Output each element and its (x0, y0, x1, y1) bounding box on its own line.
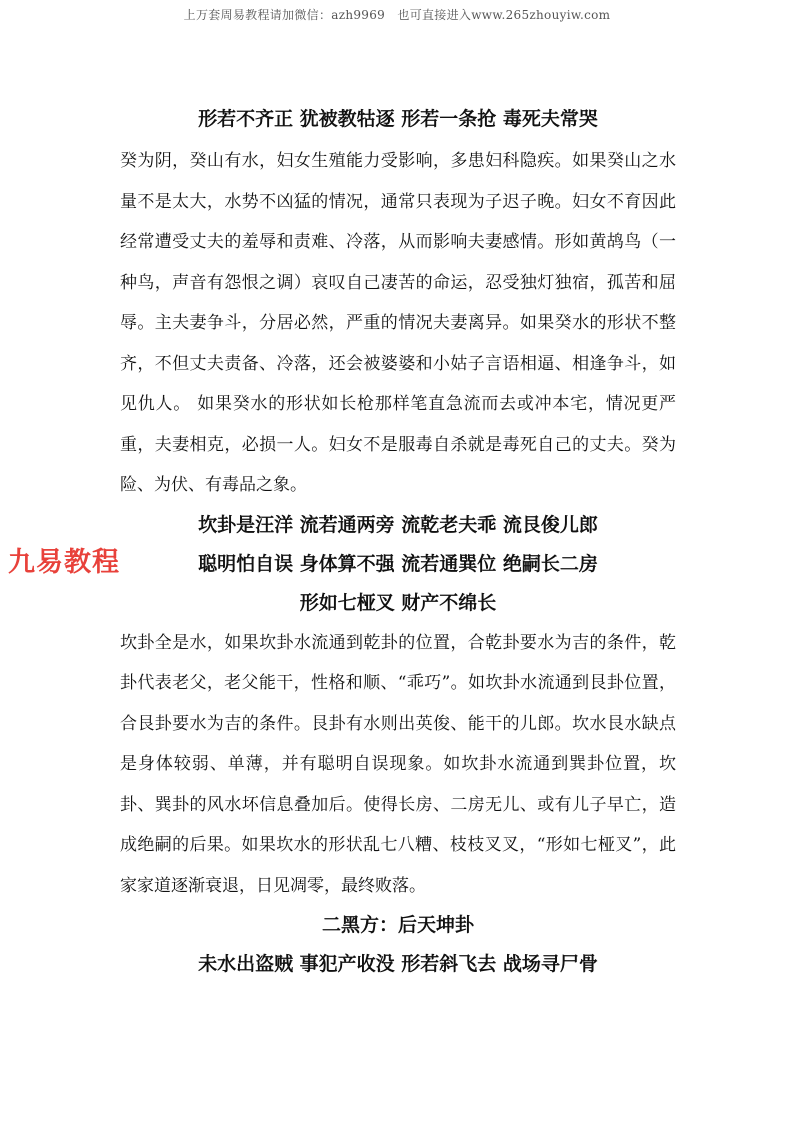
watermark-logo: 九易教程 (8, 547, 120, 578)
paragraph-gui-water: 癸为阴，癸山有水，妇女生殖能力受影响，多患妇科隐疾。如果癸山之水量不是太大，水势不凶猛的情况，通常只表现为子迟子晚。妇女不育因此经常遭受丈夫的羞辱和责难、冷落，从而影响夫妻感情。形如黄鸪鸟（一种鸟，声音有怨恨之调）哀叹自己凄苦的命运，忍受独灯独宿，孤苦和屈辱。主夫妻争斗，分居必然，严重的情况夫妻离异。如果癸水的形状不整齐，不但丈夫责备、冷落，还会被婆婆和小姑子言语相逼、相逢争斗，如见仇人。 如果癸水的形状如长枪那样笔直急流而去或冲本宅，情况更严重，夫妻相克，必损一人。妇女不是服毒自杀就是毒死自己的丈夫。癸为险、为伏、有毒品之象。 (120, 151, 676, 495)
verse-heading-2a: 坎卦是汪洋 流若通两旁 流乾老夫乖 流艮俊儿郎 (198, 513, 598, 536)
verse-heading-1: 形若不齐正 犹被教牯逐 形若一条抢 毒死夫常哭 (198, 108, 598, 130)
verse-heading-4: 未水出盗贼 事犯产收没 形若斜飞去 战场寻尸骨 (198, 953, 598, 975)
header-note: 上万套周易教程请加微信：azh9969 也可直接进入www.265zhouyiw.com (183, 8, 611, 22)
document-page (120, 100, 676, 984)
verse-heading-2b: 聪明怕自误 身体算不强 流若通巽位 绝嗣长二房 (198, 552, 598, 575)
verse-block-kan (120, 506, 676, 623)
paragraph-kan-water: 坎卦全是水，如果坎卦水流通到乾卦的位置，合乾卦要水为吉的条件，乾卦代表老父，老父能干，性格和顺、“乖巧”。如坎卦水流通到艮卦位置，合艮卦要水为吉的条件。艮卦有水则出英俊、能干的儿郎。坎水艮水缺点是身体较弱、单薄，并有聪明自误现象。如坎卦水流通到巽卦位置，坎卦、巽卦的风水坏信息叠加后。使得长房、二房无儿、或有儿子早亡，造成绝嗣的后果。如果坎水的形状乱七八糟、枝枝叉叉，“形如七桠叉”，此家家道逐渐衰退，日见凋零，最终败落。 (120, 632, 676, 896)
section-heading-kun: 二黑方：后天坤卦 (321, 914, 474, 936)
verse-heading-2c: 形如七桠叉 财产不绵长 (299, 591, 497, 614)
